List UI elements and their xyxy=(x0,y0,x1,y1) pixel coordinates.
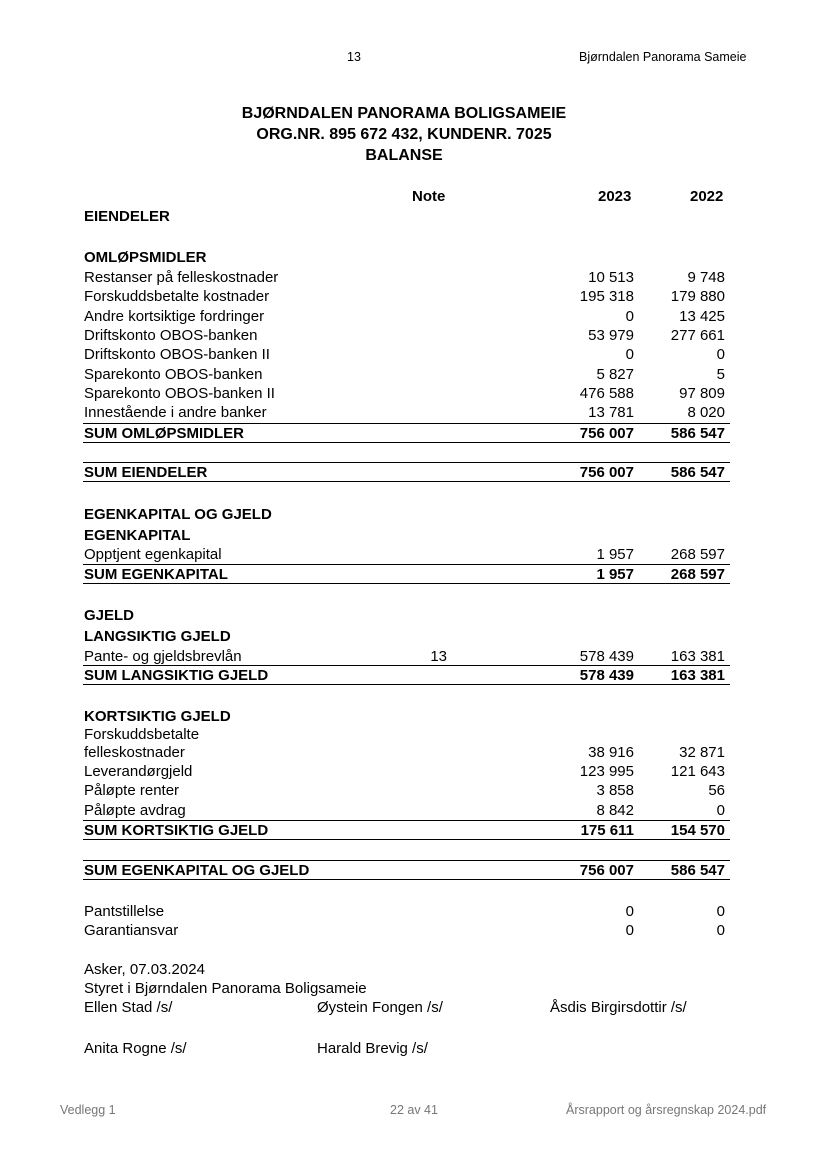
section-omlopsmidler: OMLØPSMIDLER xyxy=(84,249,207,266)
header-org-name: Bjørndalen Panorama Sameie xyxy=(579,50,747,64)
value-2022: 154 570 xyxy=(670,822,725,839)
value-2022: 13 425 xyxy=(679,307,725,325)
value-2022: 268 597 xyxy=(670,546,725,563)
table-row xyxy=(83,762,730,782)
value-2023: 5 827 xyxy=(596,365,634,383)
section-eiendeler: EIENDELER xyxy=(84,208,170,225)
column-header-2023: 2023 xyxy=(598,188,632,205)
value-2022: 0 xyxy=(716,346,725,364)
value-2022: 0 xyxy=(716,802,725,819)
row-label: Innestående i andre banker xyxy=(84,404,267,422)
row-label: SUM LANGSIKTIG GJELD xyxy=(84,667,269,684)
row-label: SUM EGENKAPITAL OG GJELD xyxy=(84,862,310,879)
footer-filename: Årsrapport og årsregnskap 2024.pdf xyxy=(566,1103,767,1117)
value-2022: 277 661 xyxy=(670,326,725,344)
section-kortsiktig-gjeld: KORTSIKTIG GJELD xyxy=(84,708,231,725)
row-label: Sparekonto OBOS-banken xyxy=(84,365,263,383)
table-row xyxy=(83,365,730,385)
row-label: Andre kortsiktige fordringer xyxy=(84,307,265,325)
sum-egenkapital-og-gjeld-row xyxy=(83,860,730,880)
sum-omlopsmidler-row xyxy=(83,423,730,443)
value-2023: 175 611 xyxy=(580,822,634,839)
value-2022: 163 381 xyxy=(670,648,725,665)
value-2023: 756 007 xyxy=(579,862,634,879)
document-orgnr: ORG.NR. 895 672 432, KUNDENR. 7025 xyxy=(256,126,552,143)
value-2022: 586 547 xyxy=(670,464,725,481)
row-label: Driftskonto OBOS-banken II xyxy=(84,346,270,364)
value-2022: 97 809 xyxy=(679,384,725,402)
value-2022: 56 xyxy=(708,782,725,799)
document-title: BJØRNDALEN PANORAMA BOLIGSAMEIE xyxy=(241,105,567,122)
sum-eiendeler-row xyxy=(83,462,730,482)
signature-name: Anita Rogne /s/ xyxy=(84,1040,187,1057)
row-label: SUM KORTSIKTIG GJELD xyxy=(84,822,269,839)
value-2023: 476 588 xyxy=(579,384,634,402)
value-2022: 179 880 xyxy=(670,288,725,306)
table-row xyxy=(83,287,730,307)
table-row xyxy=(83,921,730,941)
value-2023: 0 xyxy=(625,922,634,939)
column-header-2022: 2022 xyxy=(690,188,724,205)
value-2022: 0 xyxy=(716,903,725,920)
value-2022: 586 547 xyxy=(670,862,725,879)
value-2023: 578 439 xyxy=(579,648,634,665)
signature-name: Åsdis Birgirsdottir /s/ xyxy=(550,999,687,1016)
row-label: Påløpte renter xyxy=(84,782,180,799)
table-row xyxy=(83,545,730,565)
value-2022: 586 547 xyxy=(670,425,725,442)
value-2023: 1 957 xyxy=(596,566,634,583)
footer-attachment: Vedlegg 1 xyxy=(60,1103,116,1117)
table-row xyxy=(83,345,730,365)
sum-langsiktig-gjeld-row xyxy=(83,665,730,685)
section-gjeld: GJELD xyxy=(84,607,135,624)
row-label: SUM EGENKAPITAL xyxy=(84,566,228,583)
section-egenkapital-og-gjeld: EGENKAPITAL OG GJELD xyxy=(84,506,272,523)
value-2023: 756 007 xyxy=(579,464,634,481)
table-row xyxy=(83,801,730,821)
table-row xyxy=(83,403,730,423)
row-label: Restanser på felleskostnader xyxy=(84,269,279,286)
signature-name: Ellen Stad /s/ xyxy=(84,999,173,1016)
row-label: Driftskonto OBOS-banken xyxy=(84,326,258,344)
row-label: felleskostnader xyxy=(84,744,185,761)
row-label: Leverandørgjeld xyxy=(84,763,193,780)
value-2023: 0 xyxy=(625,903,634,920)
value-2023: 0 xyxy=(625,346,634,364)
table-row xyxy=(83,307,730,327)
row-label-continued: Forskuddsbetalte xyxy=(84,726,200,743)
page-number: 13 xyxy=(347,50,361,64)
value-2022: 32 871 xyxy=(679,744,725,761)
value-2023: 8 842 xyxy=(596,802,634,819)
table-row xyxy=(83,647,730,667)
row-label: Garantiansvar xyxy=(84,922,179,939)
value-2022: 268 597 xyxy=(670,566,725,583)
table-row xyxy=(83,781,730,801)
value-2023: 0 xyxy=(625,307,634,325)
section-egenkapital: EGENKAPITAL xyxy=(84,527,191,544)
board-line: Styret i Bjørndalen Panorama Boligsameie xyxy=(84,980,367,997)
table-row xyxy=(83,743,730,763)
signature-name: Harald Brevig /s/ xyxy=(317,1040,428,1057)
value-2022: 0 xyxy=(716,922,725,939)
row-label: SUM OMLØPSMIDLER xyxy=(84,425,244,442)
row-label: Sparekonto OBOS-banken II xyxy=(84,384,275,402)
signature-name: Øystein Fongen /s/ xyxy=(317,999,443,1016)
sum-kortsiktig-gjeld-row xyxy=(83,820,730,840)
row-label: SUM EIENDELER xyxy=(84,464,208,481)
value-2023: 1 957 xyxy=(596,546,634,563)
place-date: Asker, 07.03.2024 xyxy=(84,961,205,978)
value-2022: 5 xyxy=(716,365,725,383)
column-header-note: Note xyxy=(412,188,446,205)
row-label: Pantstillelse xyxy=(84,903,165,920)
value-2022: 9 748 xyxy=(687,269,725,286)
table-row xyxy=(83,326,730,346)
value-2023: 10 513 xyxy=(588,269,634,286)
row-label: Forskuddsbetalte kostnader xyxy=(84,288,270,306)
row-label: Opptjent egenkapital xyxy=(84,546,222,563)
value-2023: 123 995 xyxy=(579,763,634,780)
sum-egenkapital-row xyxy=(83,564,730,584)
row-label: Pante- og gjeldsbrevlån xyxy=(84,648,242,665)
value-2022: 121 643 xyxy=(670,763,725,780)
table-row xyxy=(83,902,730,922)
value-2023: 13 781 xyxy=(588,404,634,422)
value-2023: 756 007 xyxy=(579,425,634,442)
footer-page-count: 22 av 41 xyxy=(390,1103,438,1117)
value-2023: 3 858 xyxy=(596,782,634,799)
value-2022: 8 020 xyxy=(687,404,725,422)
section-langsiktig-gjeld: LANGSIKTIG GJELD xyxy=(84,628,231,645)
value-2023: 53 979 xyxy=(588,326,634,344)
table-row xyxy=(83,268,730,288)
document-subtitle: BALANSE xyxy=(365,147,443,164)
value-2023: 38 916 xyxy=(588,744,634,761)
row-note: 13 xyxy=(430,648,447,665)
value-2022: 163 381 xyxy=(670,667,725,684)
table-row xyxy=(83,384,730,404)
value-2023: 578 439 xyxy=(579,667,634,684)
row-label: Påløpte avdrag xyxy=(84,802,186,819)
value-2023: 195 318 xyxy=(579,288,634,306)
